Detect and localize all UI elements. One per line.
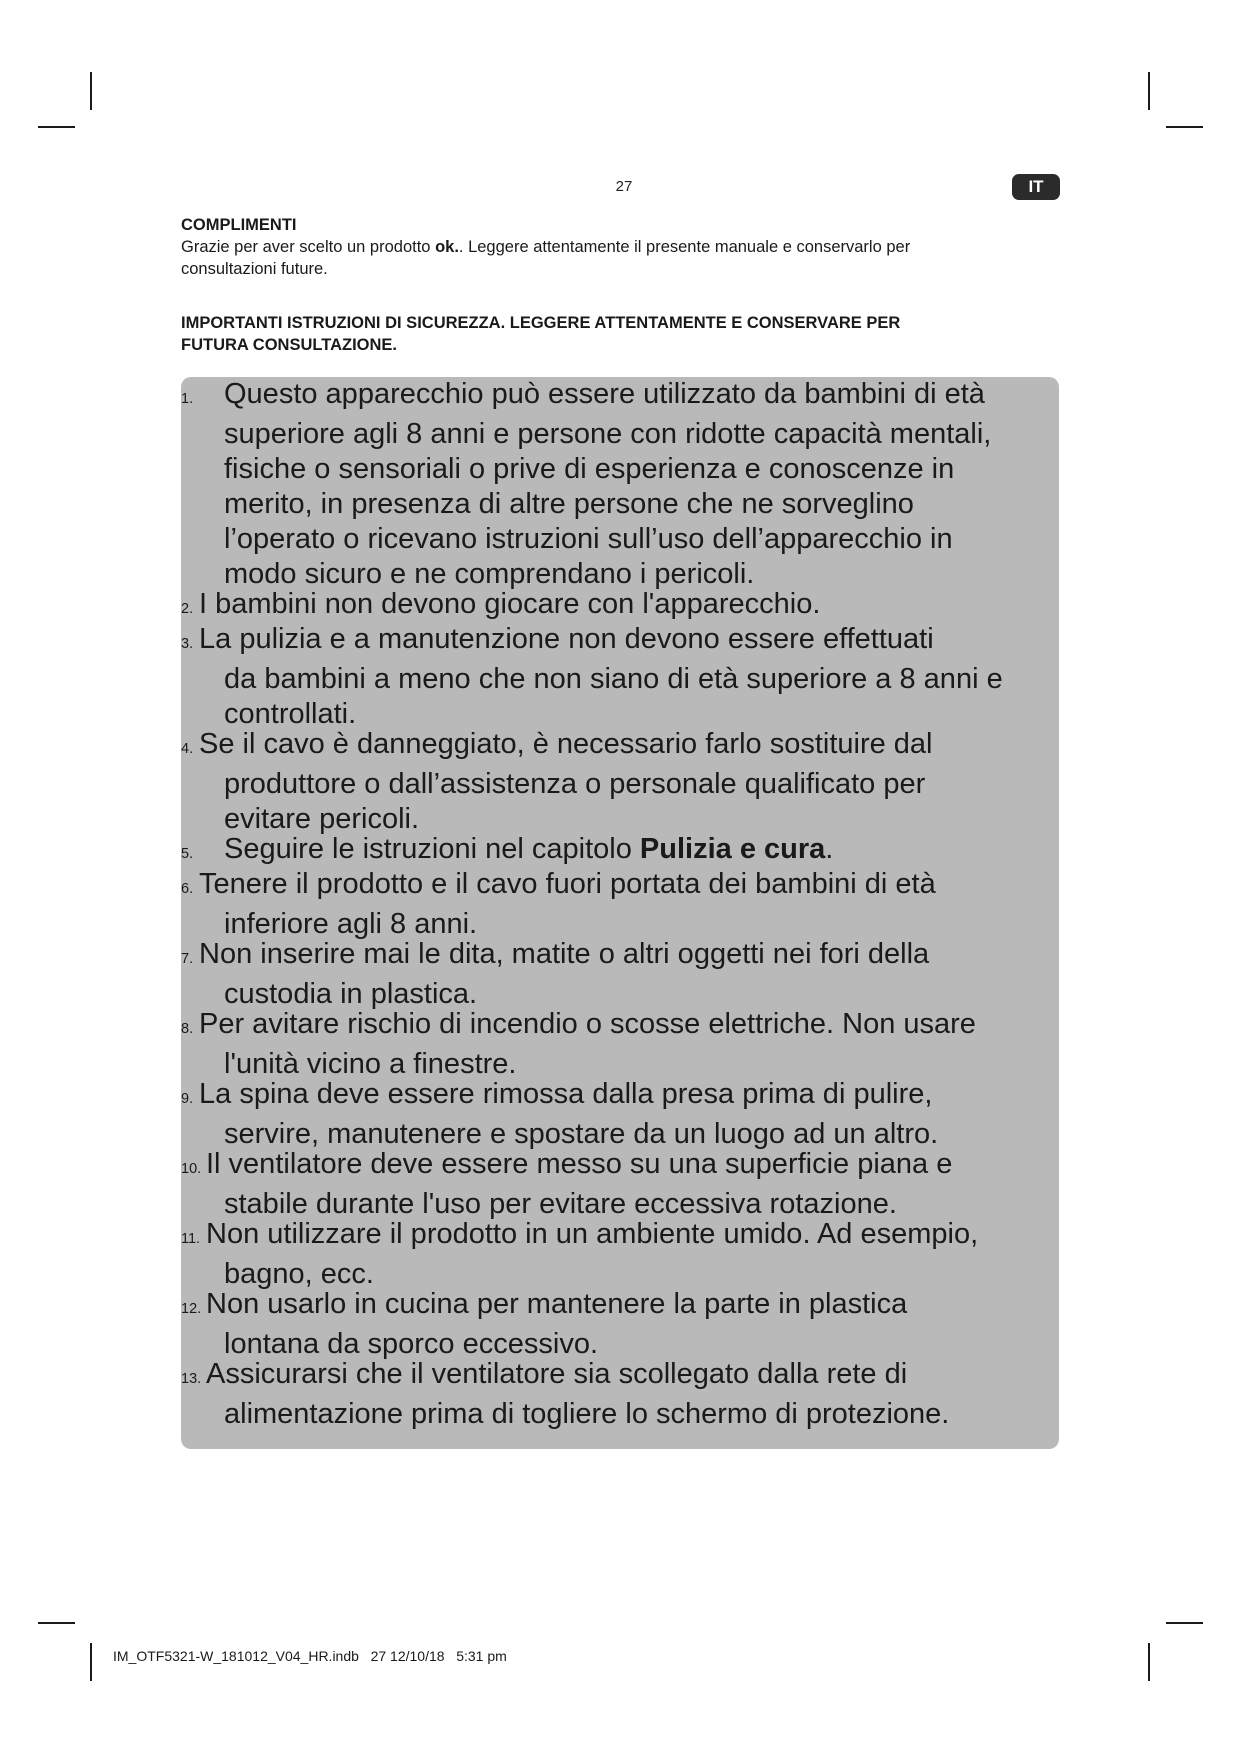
crop-mark-bottom-right-vertical [1148,1643,1150,1681]
item-number: 2. [181,601,194,617]
print-slug: IM_OTF5321-W_181012_V04_HR.indb 27 12/10/18 5:31 pm [113,1648,507,1664]
safety-item [181,377,991,592]
item-number: 8. [181,1021,194,1037]
chapter-reference: Pulizia e cura [639,833,826,865]
page-number: 27 [615,178,633,195]
item-text: I bambini non devono giocare con l'apparecchio. [199,588,821,620]
safety-item [181,937,929,1012]
intro-title: COMPLIMENTI [181,216,297,234]
safety-item [181,1077,938,1152]
item-text: evitare pericoli. [224,803,420,835]
safety-item [181,587,820,627]
safety-heading [181,312,1061,356]
safety-item [181,1147,952,1222]
item-number: 5. [181,846,194,862]
item-text: custodia in plastica. [224,978,478,1010]
item-text: superiore agli 8 anni e persone con ridotte capacità mentali, [224,418,992,450]
crop-mark-top-left-vertical [90,72,92,110]
item-number: 11. [181,1231,201,1247]
item-text: Non usarlo in cucina per mantenere la parte in plastica [206,1288,908,1320]
item-text: Il ventilatore deve essere messo su una superficie piana e [206,1148,953,1180]
language-badge: IT [1012,174,1060,200]
item-number: 1. [181,391,194,407]
item-text: da bambini a meno che non siano di età superiore a 8 anni e [224,663,1003,695]
item-text: inferiore agli 8 anni. [224,908,478,940]
intro-section [181,215,1061,280]
safety-item [181,622,1003,732]
item-text: l'unità vicino a finestre. [224,1048,517,1080]
item-text: Non inserire mai le dita, matite o altri oggetti nei fori della [199,938,930,970]
safety-item [181,727,933,837]
crop-mark-bottom-right-horizontal [1166,1622,1203,1624]
item-number: 3. [181,636,194,652]
item-number: 6. [181,881,194,897]
safety-item [181,1287,907,1362]
item-number: 4. [181,741,194,757]
item-text-end: . [825,833,834,865]
item-text: Se il cavo è danneggiato, è necessario farlo sostituire dal [199,728,933,760]
item-text: lontana da sporco eccessivo. [224,1328,598,1360]
safety-heading-line1: IMPORTANTI ISTRUZIONI DI SICUREZZA. LEGGERE ATTENTAMENTE E CONSERVARE PER [181,314,901,332]
item-text: La spina deve essere rimossa dalla presa prima di pulire, [199,1078,933,1110]
item-number: 10. [181,1161,202,1177]
item-text: l’operato o ricevano istruzioni sull’uso dell’apparecchio in [224,523,953,555]
safety-item [181,832,833,872]
brand-name: ok. [435,238,459,256]
item-text: Non utilizzare il prodotto in un ambiente umido. Ad esempio, [206,1218,979,1250]
safety-item [181,1357,949,1432]
safety-instructions-box [181,377,1059,1449]
item-text: alimentazione prima di togliere lo schermo di protezione. [224,1398,950,1430]
item-text: servire, manutenere e spostare da un luogo ad un altro. [224,1118,939,1150]
item-text: modo sicuro e ne comprendano i pericoli. [224,558,755,590]
item-text: La pulizia e a manutenzione non devono essere effettuati [199,623,934,655]
safety-item [181,1007,976,1082]
intro-text-line2: consultazioni future. [181,260,328,278]
item-number: 13. [181,1371,202,1387]
item-text: merito, in presenza di altre persone che ne sorveglino [224,488,914,520]
item-number: 7. [181,951,194,967]
item-text: Tenere il prodotto e il cavo fuori portata dei bambini di età [199,868,936,900]
crop-mark-bottom-left-horizontal [38,1622,75,1624]
item-number: 12. [181,1301,202,1317]
item-text [224,833,833,865]
item-text: fisiche o sensoriali o prive di esperienza e conoscenze in [224,453,955,485]
item-text: produttore o dall’assistenza o personale qualificato per [224,768,926,800]
crop-mark-top-right-horizontal [1166,126,1203,128]
safety-heading-line2: FUTURA CONSULTAZIONE. [181,336,398,354]
intro-text [181,236,1061,280]
safety-item [181,867,936,942]
intro-text-start: Grazie per aver scelto un prodotto [181,238,436,256]
safety-item [181,1217,978,1292]
item-text: stabile durante l'uso per evitare eccessiva rotazione. [224,1188,897,1220]
item-number: 9. [181,1091,194,1107]
crop-mark-top-left-horizontal [38,126,75,128]
crop-mark-bottom-left-vertical [90,1643,92,1681]
item-text: Per avitare rischio di incendio o scosse elettriche. Non usare [199,1008,976,1040]
crop-mark-top-right-vertical [1148,72,1150,110]
item-text: Questo apparecchio può essere utilizzato da bambini di età [224,378,985,410]
item-text: Assicurarsi che il ventilatore sia scollegato dalla rete di [206,1358,908,1390]
intro-text-end: . Leggere attentamente il presente manuale e conservarlo per [458,238,911,256]
item-text: bagno, ecc. [224,1258,374,1290]
item-text: controllati. [224,698,357,730]
item-text-start: Seguire le istruzioni nel capitolo [224,833,640,865]
